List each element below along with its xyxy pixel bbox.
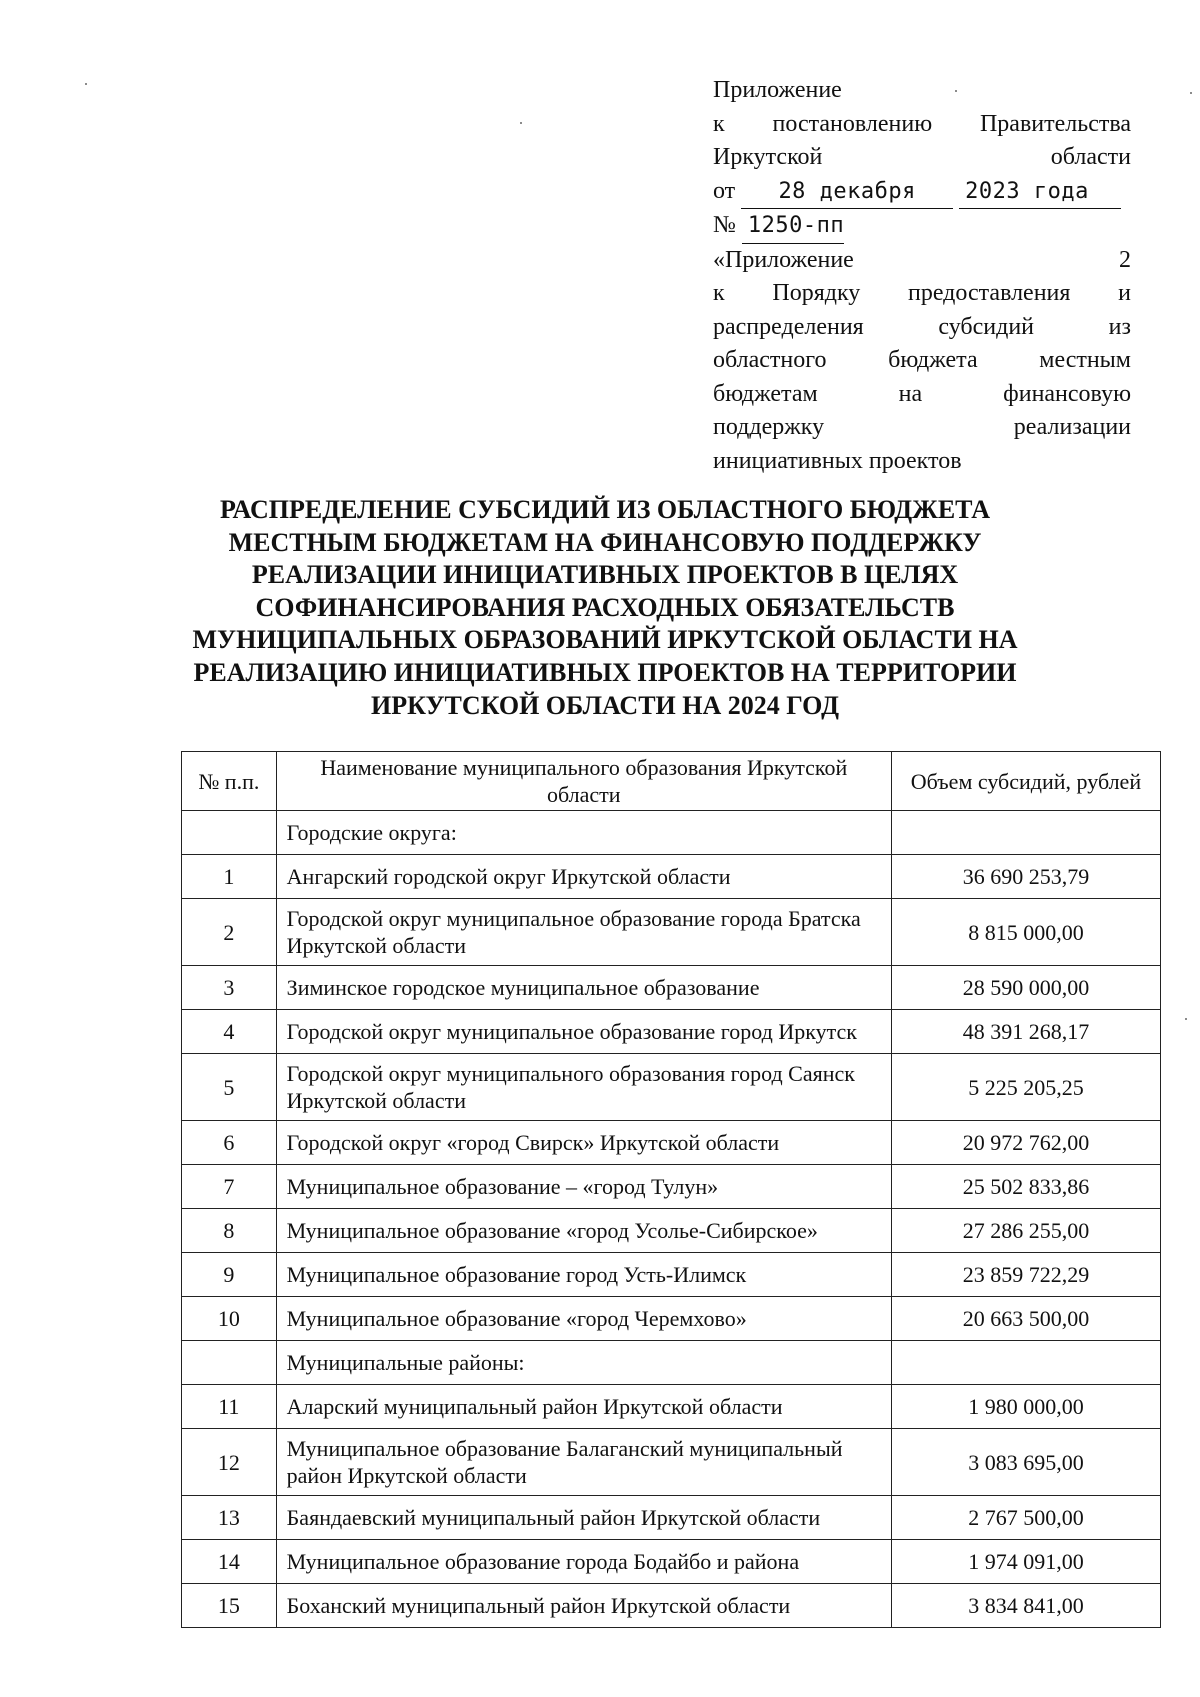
date-value: 28 декабря <box>741 175 953 210</box>
appendix-date <box>713 175 1131 210</box>
header-num: № п.п. <box>182 752 277 811</box>
title-line: РЕАЛИЗАЦИИ ИНИЦИАТИВНЫХ ПРОЕКТОВ В ЦЕЛЯХ <box>251 560 959 590</box>
row-name: Ангарский городской округ Иркутской области <box>276 855 891 899</box>
row-name: Муниципальное образование город Усть-Илимск <box>276 1253 891 1297</box>
title-line: ИРКУТСКОЙ ОБЛАСТИ НА 2024 ГОД <box>371 690 839 720</box>
table-row <box>182 1209 1161 1253</box>
table-row <box>182 1429 1161 1496</box>
row-num: 12 <box>182 1429 277 1496</box>
table-row <box>182 1054 1161 1121</box>
scan-speck <box>85 83 87 85</box>
row-amount: 8 815 000,00 <box>891 899 1160 966</box>
row-amount: 3 834 841,00 <box>891 1584 1160 1628</box>
row-num: 9 <box>182 1253 277 1297</box>
table-header-row <box>182 752 1161 811</box>
row-num: 3 <box>182 966 277 1010</box>
section-num-cell <box>182 1341 277 1385</box>
row-name: Зиминское городское муниципальное образование <box>276 966 891 1010</box>
row-amount: 1 980 000,00 <box>891 1385 1160 1429</box>
row-amount: 36 690 253,79 <box>891 855 1160 899</box>
row-num: 13 <box>182 1496 277 1540</box>
appendix-header <box>713 74 1131 478</box>
row-num: 1 <box>182 855 277 899</box>
row-num: 15 <box>182 1584 277 1628</box>
table-row <box>182 966 1161 1010</box>
table-row <box>182 1010 1161 1054</box>
row-amount: 25 502 833,86 <box>891 1165 1160 1209</box>
scan-speck <box>1190 92 1192 94</box>
row-amount: 23 859 722,29 <box>891 1253 1160 1297</box>
row-amount: 48 391 268,17 <box>891 1010 1160 1054</box>
row-amount: 2 767 500,00 <box>891 1496 1160 1540</box>
table-row <box>182 1496 1161 1540</box>
table-row <box>182 1253 1161 1297</box>
table-row <box>182 1297 1161 1341</box>
title-line: СОФИНАНСИРОВАНИЯ РАСХОДНЫХ ОБЯЗАТЕЛЬСТВ <box>255 592 955 622</box>
table-row <box>182 1165 1161 1209</box>
scan-speck <box>1185 1018 1187 1020</box>
number-value: 1250-пп <box>742 209 844 244</box>
row-amount: 20 972 762,00 <box>891 1121 1160 1165</box>
sub-appendix-label: «Приложение 2 <box>713 246 1131 273</box>
row-num: 7 <box>182 1165 277 1209</box>
scan-speck <box>520 122 522 124</box>
row-num: 10 <box>182 1297 277 1341</box>
sub-appendix-line: инициативных проектов <box>713 447 962 474</box>
date-prefix: от <box>713 177 736 204</box>
header-amount: Объем субсидий, рублей <box>891 752 1160 811</box>
sub-appendix-line: распределения субсидий из <box>713 313 1131 340</box>
appendix-resolution: к постановлению Правительства <box>713 110 1131 137</box>
section-label: Муниципальные районы: <box>276 1341 891 1385</box>
section-amount-cell <box>891 1341 1160 1385</box>
section-label: Городские округа: <box>276 811 891 855</box>
title-line: МУНИЦИПАЛЬНЫХ ОБРАЗОВАНИЙ ИРКУТСКОЙ ОБЛАСТИ НА <box>192 625 1018 655</box>
row-name: Баяндаевский муниципальный район Иркутской области <box>276 1496 891 1540</box>
title-line: МЕСТНЫМ БЮДЖЕТАМ НА ФИНАНСОВУЮ ПОДДЕРЖКУ <box>228 527 982 557</box>
section-amount-cell <box>891 811 1160 855</box>
row-num: 8 <box>182 1209 277 1253</box>
title-line: РЕАЛИЗАЦИЮ ИНИЦИАТИВНЫХ ПРОЕКТОВ НА ТЕРРИТОРИИ <box>193 657 1017 687</box>
row-name: Городской округ «город Свирск» Иркутской области <box>276 1121 891 1165</box>
sub-appendix-line: областного бюджета местным <box>713 347 1131 373</box>
section-num-cell <box>182 811 277 855</box>
row-amount: 1 974 091,00 <box>891 1540 1160 1584</box>
sub-appendix-line: бюджетам на финансовую <box>713 380 1131 407</box>
row-name: Городской округ муниципальное образование города Братска Иркутской области <box>276 899 891 966</box>
title-line: РАСПРЕДЕЛЕНИЕ СУБСИДИЙ ИЗ ОБЛАСТНОГО БЮДЖЕТА <box>219 495 991 524</box>
table-row <box>182 1540 1161 1584</box>
header-name: Наименование муниципального образования Иркутской области <box>276 752 891 811</box>
row-name: Городской округ муниципальное образование город Иркутск <box>276 1010 891 1054</box>
row-name: Муниципальное образование Балаганский муниципальный район Иркутской области <box>276 1429 891 1496</box>
appendix-number <box>713 209 1131 244</box>
row-name: Муниципальное образование «город Усолье-Сибирское» <box>276 1209 891 1253</box>
table-row <box>182 899 1161 966</box>
row-num: 5 <box>182 1054 277 1121</box>
sub-appendix-line: к Порядку предоставления и <box>713 280 1131 306</box>
row-amount: 27 286 255,00 <box>891 1209 1160 1253</box>
row-amount: 20 663 500,00 <box>891 1297 1160 1341</box>
row-name: Аларский муниципальный район Иркутской области <box>276 1385 891 1429</box>
row-num: 14 <box>182 1540 277 1584</box>
row-num: 11 <box>182 1385 277 1429</box>
section-row <box>182 811 1161 855</box>
row-name: Муниципальное образование «город Черемхово» <box>276 1297 891 1341</box>
subsidies-table <box>181 751 1161 1628</box>
appendix-region: Иркутской области <box>713 144 1131 170</box>
row-name: Городской округ муниципального образования город Саянск Иркутской области <box>276 1054 891 1121</box>
section-row <box>182 1341 1161 1385</box>
appendix-label: Приложение <box>713 77 842 103</box>
document-title <box>170 494 1040 722</box>
table-row <box>182 855 1161 899</box>
table-row <box>182 1121 1161 1165</box>
year-value: 2023 года <box>959 175 1121 210</box>
row-num: 2 <box>182 899 277 966</box>
row-amount: 28 590 000,00 <box>891 966 1160 1010</box>
row-num: 6 <box>182 1121 277 1165</box>
table-row <box>182 1385 1161 1429</box>
row-amount: 3 083 695,00 <box>891 1429 1160 1496</box>
table-row <box>182 1584 1161 1628</box>
sub-appendix-line: поддержку реализации <box>713 414 1131 440</box>
row-name: Муниципальное образование – «город Тулун» <box>276 1165 891 1209</box>
row-name: Боханский муниципальный район Иркутской области <box>276 1584 891 1628</box>
row-amount: 5 225 205,25 <box>891 1054 1160 1121</box>
row-num: 4 <box>182 1010 277 1054</box>
number-prefix: № <box>713 212 736 238</box>
row-name: Муниципальное образование города Бодайбо и района <box>276 1540 891 1584</box>
